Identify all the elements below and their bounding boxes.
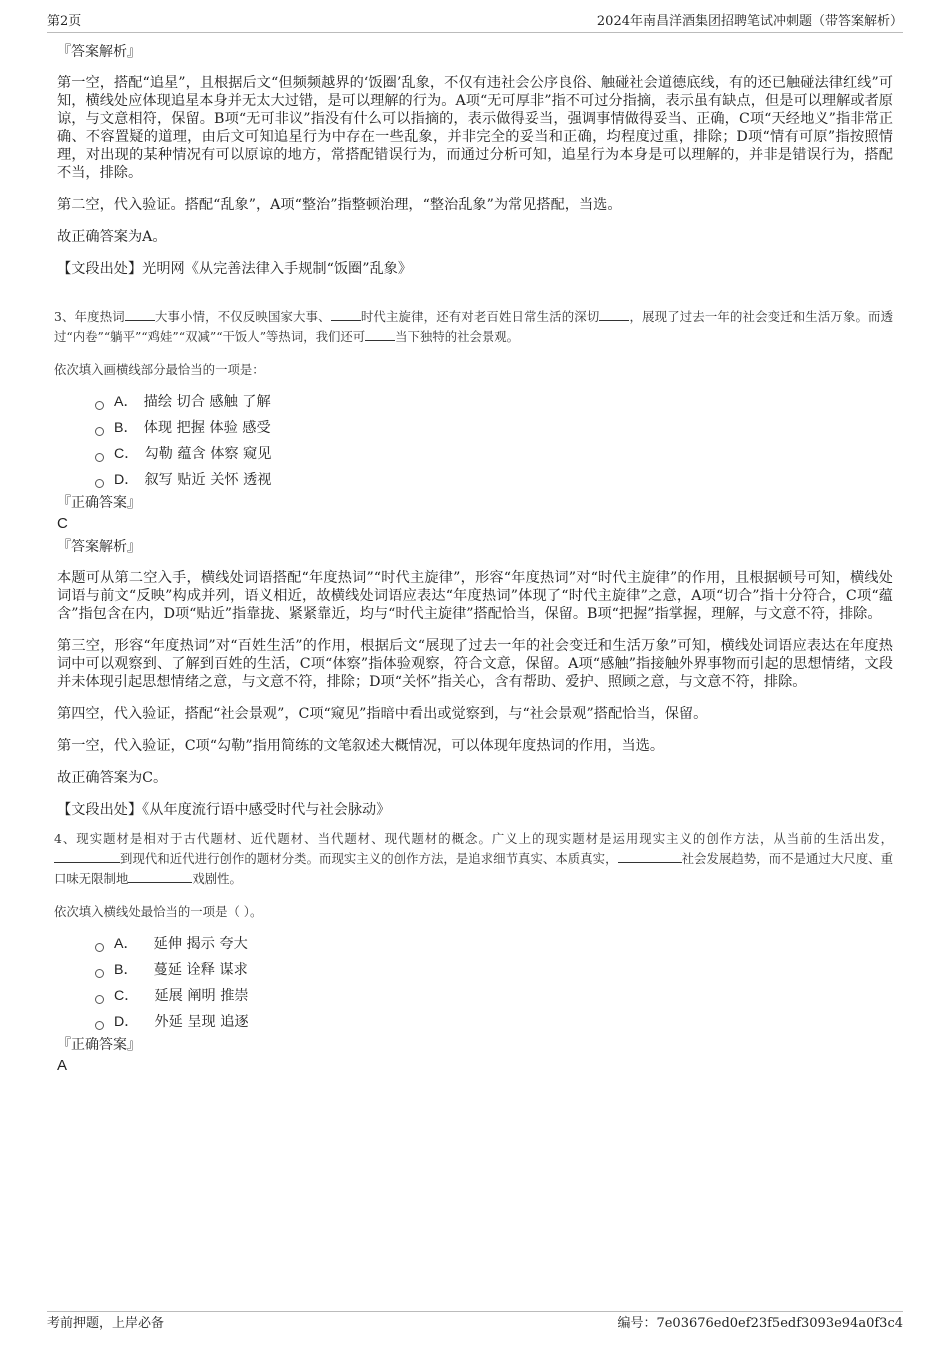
blank bbox=[599, 306, 629, 321]
page-number: 第2页 bbox=[47, 14, 82, 29]
analysis-label: 『答案解析』 bbox=[57, 44, 141, 60]
document-id: 编号：7e03676ed0ef23f5edf3093e94a0f3c4 bbox=[617, 1316, 903, 1331]
source-citation: 【文段出处】《从年度流行语中感受时代与社会脉动》 bbox=[57, 802, 391, 818]
option-a[interactable]: A． 延伸 揭示 夸大 bbox=[95, 931, 893, 957]
radio-icon[interactable] bbox=[95, 943, 104, 952]
analysis-paragraph: 第一空，搭配“追星”，且根据后文“但频频越界的‘饭圈’乱象，不仅有违社会公序良俗、触碰社会道德底线，有的还已触碰法律红线”可知，横线处应体现追星本身并无太大过错，是可以理解的行为。A项“无可厚非”指不可过分指摘，表示虽有缺点，但是可以理解或者原谅，与文意相符，保留。B项“无可非议”指没有什么可以指摘的，表示做得妥当，强调事情做得妥当、正确，C项“天经地义”指非常正确、不容置疑的道理，由后文可知追星行为中存在一些乱象，并非完全的妥当和正确，均程度过重，排除；D项“情有可原”指按照情理，对出现的某种情况有可以原谅的地方，常搭配错误行为，而通过分析可知，追星行为本身是可以理解的，并非是错误行为，搭配不当，排除。 bbox=[57, 75, 893, 181]
radio-icon[interactable] bbox=[95, 969, 104, 978]
option-b[interactable]: B． 体现 把握 体验 感受 bbox=[95, 415, 893, 441]
question-3-prompt: 依次填入画横线部分最恰当的一项是： bbox=[54, 362, 265, 377]
blank bbox=[125, 306, 155, 321]
analysis-label: 『答案解析』 bbox=[57, 539, 141, 555]
radio-icon[interactable] bbox=[95, 995, 104, 1004]
option-d[interactable]: D． 叙写 贴近 关怀 透视 bbox=[95, 467, 893, 493]
analysis-paragraph: 第三空，形容“年度热词”对“百姓生活”的作用，根据后文“展现了过去一年的社会变迁和生活万象”可知，横线处词语应表达在年度热词中可以观察到、了解到百姓的生活，C项“体察”指体验观察，符合文意，保留。A项“感触”指接触外界事物而引起的思想情绪，文段并未体现引起思想情绪之意，与文意不符，排除；D项“关怀”指关心，含有帮助、爱护、照顾之意，与文意不符，排除。 bbox=[57, 638, 893, 690]
correct-answer: A bbox=[57, 1057, 68, 1074]
correct-answer-label: 『正确答案』 bbox=[57, 1037, 141, 1053]
page-footer bbox=[47, 1311, 903, 1332]
analysis-paragraph: 第四空，代入验证，搭配“社会景观”，C项“窥见”指暗中看出或觉察到，与“社会景观”搭配恰当，保留。 bbox=[57, 706, 708, 722]
analysis-paragraph: 第一空，代入验证，C项“勾勒”指用简练的文笔叙述大概情况，可以体现年度热词的作用，当选。 bbox=[57, 738, 665, 754]
blank bbox=[365, 326, 395, 341]
document-body bbox=[54, 42, 894, 1079]
radio-icon[interactable] bbox=[95, 427, 104, 436]
question-4-options bbox=[57, 931, 893, 1035]
option-d[interactable]: D． 外延 呈现 追逐 bbox=[95, 1009, 893, 1035]
question-4-prompt: 依次填入横线处最恰当的一项是（ ）。 bbox=[54, 904, 263, 919]
correct-answer: C bbox=[57, 515, 68, 532]
option-c[interactable]: C． 勾勒 蕴含 体察 窥见 bbox=[95, 441, 893, 467]
blank bbox=[54, 848, 120, 863]
radio-icon[interactable] bbox=[95, 1021, 104, 1030]
option-a[interactable]: A． 描绘 切合 感触 了解 bbox=[95, 389, 893, 415]
footer-slogan: 考前押题，上岸必备 bbox=[47, 1316, 165, 1331]
blank bbox=[331, 306, 361, 321]
document-title: 2024年南昌洋酒集团招聘笔试冲刺题（带答案解析） bbox=[596, 14, 903, 29]
blank bbox=[128, 868, 192, 883]
analysis-paragraph: 第二空，代入验证。搭配“乱象”，A项“整治”指整顿治理，“整治乱象”为常见搭配，当选。 bbox=[57, 197, 622, 213]
analysis-paragraph: 故正确答案为A。 bbox=[57, 229, 167, 245]
radio-icon[interactable] bbox=[95, 479, 104, 488]
page-header bbox=[47, 12, 903, 33]
question-3-options bbox=[57, 389, 893, 493]
analysis-paragraph: 故正确答案为C。 bbox=[57, 770, 168, 786]
blank bbox=[618, 848, 682, 863]
radio-icon[interactable] bbox=[95, 453, 104, 462]
option-b[interactable]: B． 蔓延 诠释 谋求 bbox=[95, 957, 893, 983]
option-c[interactable]: C． 延展 阐明 推崇 bbox=[95, 983, 893, 1009]
analysis-paragraph: 本题可从第二空入手，横线处词语搭配“年度热词”“时代主旋律”，形容“年度热词”对“时代主旋律”的作用，且根据顿号可知，横线处词语与前文“反映”构成并列，语义相近，故横线处词语应表达“年度热词”体现了“时代主旋律”之意，A项“切合”指十分符合，C项“蕴含”指包含在内，D项“贴近”指靠拢、紧紧靠近，均与“时代主旋律”搭配恰当，保留。B项“把握”指掌握，理解，与文意不符，排除。 bbox=[57, 570, 893, 622]
correct-answer-label: 『正确答案』 bbox=[57, 495, 141, 511]
source-citation: 【文段出处】光明网《从完善法律入手规制“饭圈”乱象》 bbox=[57, 261, 413, 277]
question-3-text: 3、年度热词 大事小情，不仅反映国家大事、 时代主旋律，还有对老百姓日常生活的深切 ，展现了过去一年的社会变迁和生活万象。而透过“内卷”“躺平”“鸡娃”“双减”“干饭人”等热词，我们还可 当下独特的社会景观。 bbox=[54, 306, 893, 346]
question-4-text: 4、现实题材是相对于古代题材、近代题材、当代题材、现代题材的概念。广义上的现实题材是运用现实主义的创作方法，从当前的生活出发，到现代和近代进行创作的题材分类。而现实主义的创作方法，是追求细节真实、本质真实， 社会发展趋势，而不是通过大尺度、重口味无限制地 戏剧性。 bbox=[54, 831, 894, 886]
radio-icon[interactable] bbox=[95, 401, 104, 410]
